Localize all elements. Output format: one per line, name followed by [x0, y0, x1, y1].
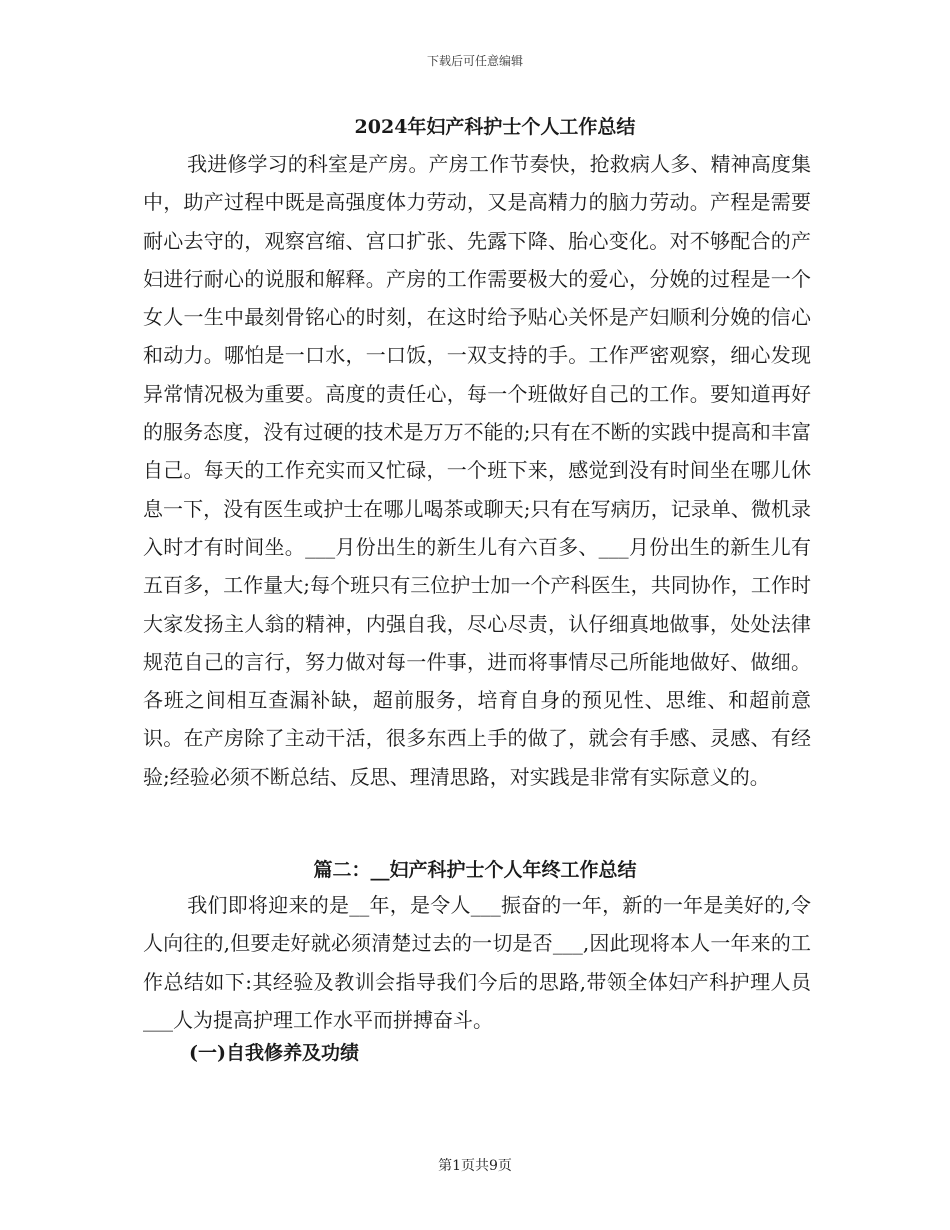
paragraph-2	[143, 886, 811, 1039]
section-2-title: 篇二：__妇产科护士个人年终工作总结	[313, 859, 637, 881]
page-footer: 第1页共9页	[438, 1158, 512, 1174]
paragraph-1	[143, 145, 811, 796]
document-title: 2024年妇产科护士个人工作总结	[354, 116, 636, 138]
paragraph-1-text: 我进修学习的科室是产房。产房工作节奏快，抢救病人多、精神高度集中，助产过程中既是高强度体力劳动，又是高精力的脑力劳动。产程是需要耐心去守的，观察宫缩、宫口扩张、先露下降、胎心变化。对不够配合的产妇进行耐心的说服和解释。产房的工作需要极大的爱心，分娩的过程是一个女人一生中最刻骨铭心的时刻，在这时给予贴心关怀是产妇顺利分娩的信心和动力。哪怕是一口水，一口饭，一双支持的手。工作严密观察，细心发现异常情况极为重要。高度的责任心，每一个班做好自己的工作。要知道再好的服务态度，没有过硬的技术是万万不能的;只有在不断的实践中提高和丰富自己。每天的工作充实而又忙碌，一个班下来，感觉到没有时间坐在哪儿休息一下，没有医生或护士在哪儿喝茶或聊天;只有在写病历，记录单、微机录入时才有时间坐。___月份出生的新生儿有六百多、___月份出生的新生儿有五百多，工作量大;每个班只有三位护士加一个产科医生，共同协作，工作时大家发扬主人翁的精神，内强自我，尽心尽责，认仔细真地做事，处处法律规范自己的言行，努力做对每一件事，进而将事情尽己所能地做好、做细。各班之间相互查漏补缺，超前服务，培育自身的预见性、思维、和超前意识。在产房除了主动干活，很多东西上手的做了，就会有手感、灵感、有经验;经验必须不断总结、反思、理清思路，对实践是非常有实际意义的。	[143, 152, 811, 789]
subheading-1: (一)自我修养及功绩	[189, 1042, 359, 1064]
paragraph-2-text: 我们即将迎来的是__年，是令人___振奋的一年，新的一年是美好的,令人向往的,但要走好就必须清楚过去的一切是否___,因此现将本人一年来的工作总结如下:其经验及教训会指导我们今后的思路,带领全体妇产科护理人员___人为提高护理工作水平而拼搏奋斗。	[143, 893, 811, 1032]
header-note: 下载后可任意编辑	[426, 54, 523, 68]
